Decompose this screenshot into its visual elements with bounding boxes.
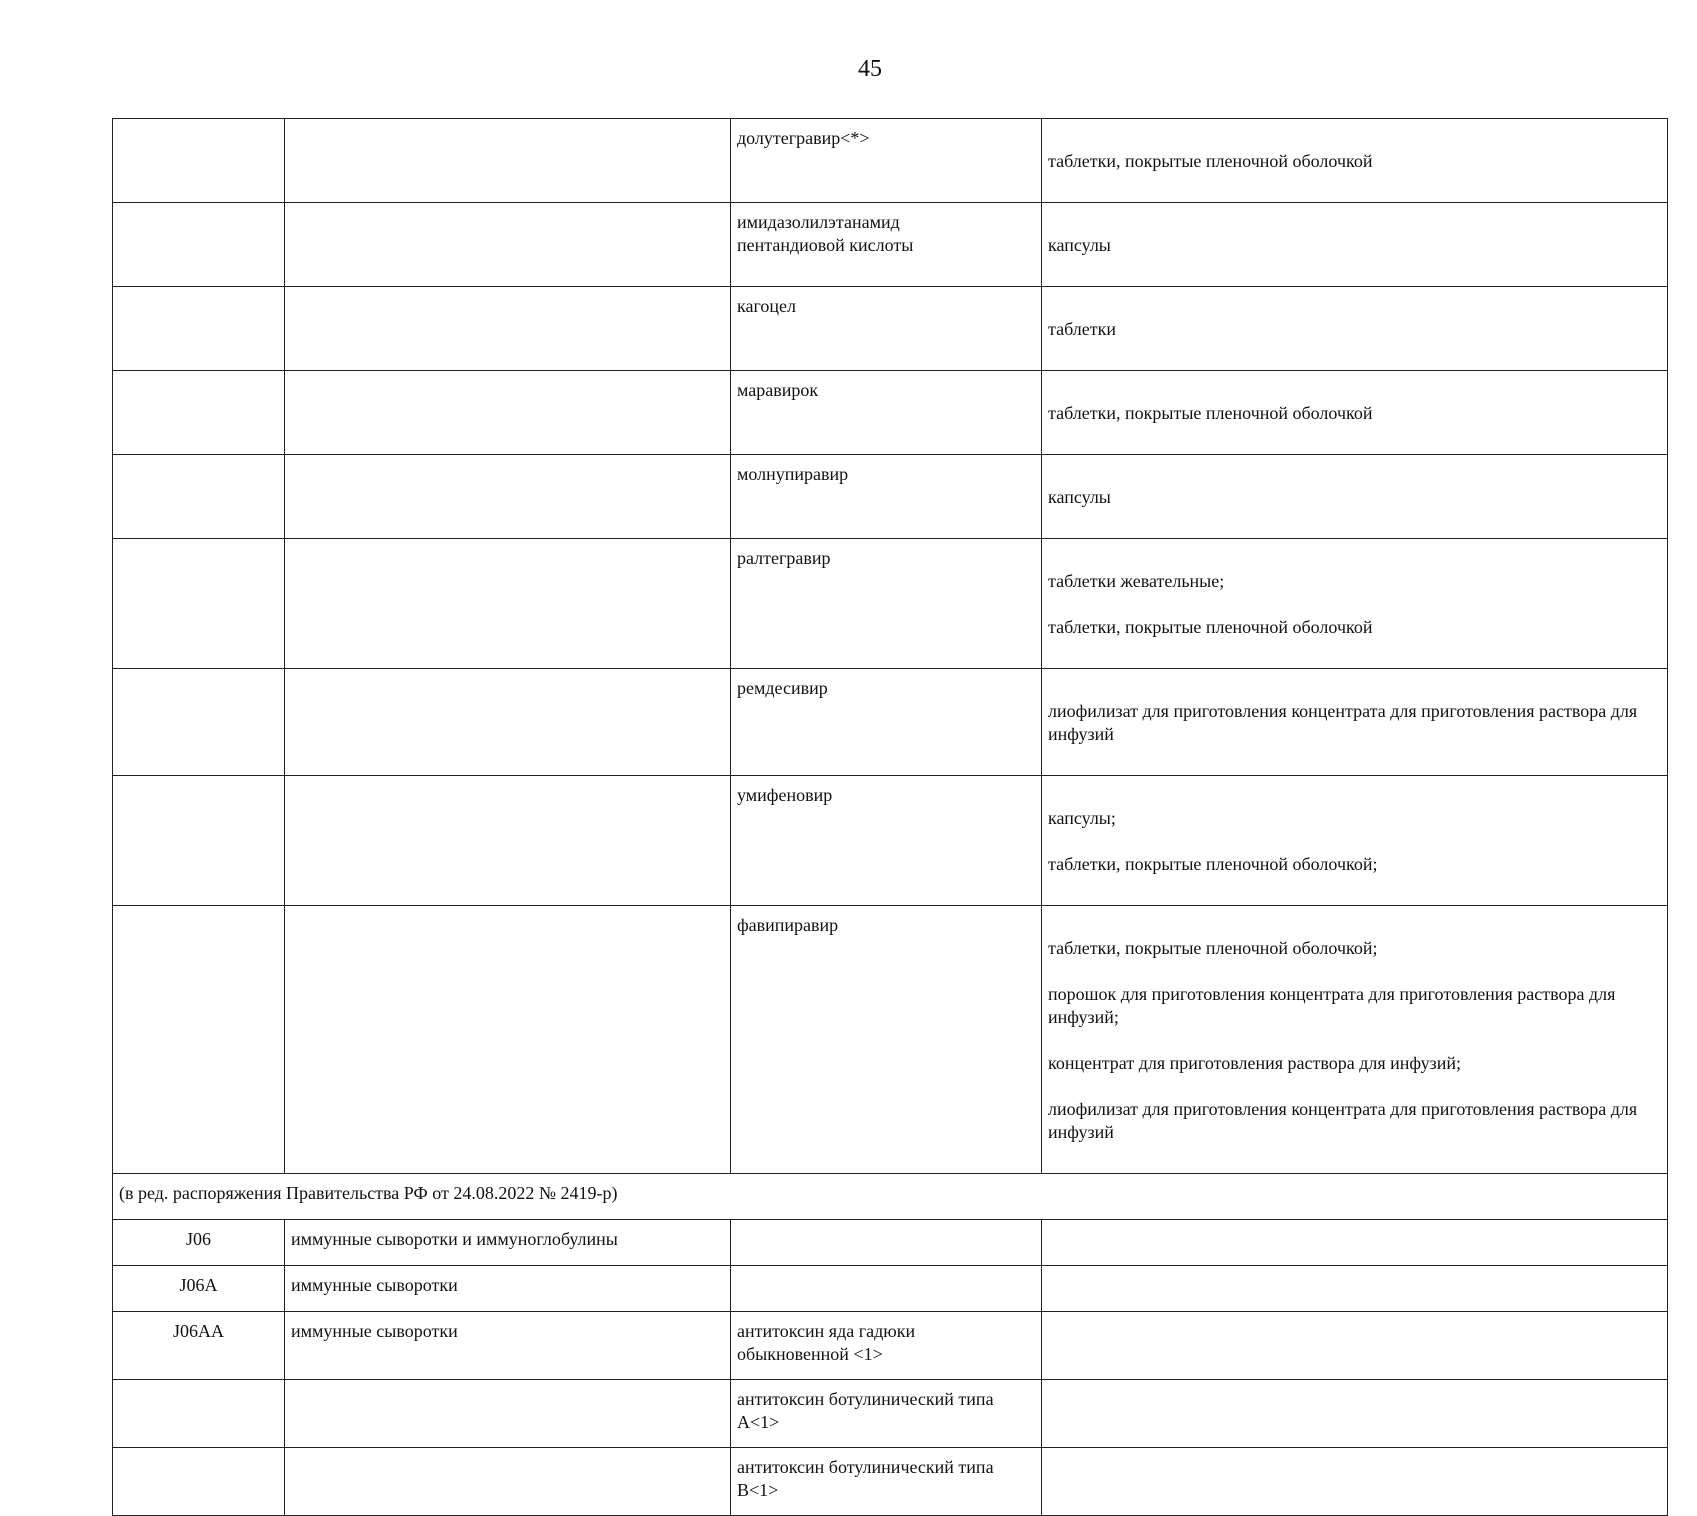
atc-code-cell	[113, 1380, 285, 1448]
group-cell	[285, 539, 731, 669]
drug-name-cell: маравирок	[731, 371, 1042, 455]
dosage-form: таблетки, покрытые пленочной оболочкой	[1048, 617, 1373, 637]
atc-code-cell	[113, 119, 285, 203]
dosage-forms-cell	[1042, 1220, 1668, 1266]
dosage-forms-cell	[1042, 539, 1668, 669]
atc-code-cell	[113, 776, 285, 906]
group-cell	[285, 906, 731, 1174]
group-cell: иммунные сыворотки и иммуноглобулины	[285, 1220, 731, 1266]
dosage-form: таблетки	[1048, 319, 1117, 339]
dosage-forms-cell	[1042, 1380, 1668, 1448]
table-row	[113, 1448, 1668, 1516]
table-row	[113, 1220, 1668, 1266]
table-row	[113, 1380, 1668, 1448]
table-row	[113, 1266, 1668, 1312]
page-number: 45	[858, 56, 882, 82]
group-cell	[285, 776, 731, 906]
dosage-form: лиофилизат для приготовления концентрата для приготовления раствора для инфузий	[1048, 701, 1638, 744]
group-cell	[285, 371, 731, 455]
drug-table	[112, 118, 1668, 1516]
dosage-forms-cell	[1042, 287, 1668, 371]
drug-name-cell: кагоцел	[731, 287, 1042, 371]
edit-note: (в ред. распоряжения Правительства РФ от 24.08.2022 № 2419-р)	[113, 1174, 1668, 1220]
dosage-forms-cell	[1042, 119, 1668, 203]
atc-code-cell	[113, 203, 285, 287]
drug-name-cell: молнупиравир	[731, 455, 1042, 539]
atc-code-cell	[113, 1448, 285, 1516]
drug-name-cell: долутегравир<*>	[731, 119, 1042, 203]
atc-code-cell	[113, 371, 285, 455]
drug-name-cell: ремдесивир	[731, 669, 1042, 776]
table-row	[113, 1312, 1668, 1380]
dosage-form: таблетки жевательные;	[1048, 571, 1225, 591]
group-cell	[285, 1448, 731, 1516]
dosage-forms-cell	[1042, 455, 1668, 539]
drug-name-cell: антитоксин ботулинический типа A<1>	[731, 1380, 1042, 1448]
table-row	[113, 371, 1668, 455]
dosage-form: таблетки, покрытые пленочной оболочкой	[1048, 151, 1373, 171]
drug-name-cell: имидазолилэтанамид пентандиовой кислоты	[731, 203, 1042, 287]
group-cell	[285, 203, 731, 287]
dosage-form: таблетки, покрытые пленочной оболочкой;	[1048, 854, 1378, 874]
dosage-forms-cell	[1042, 1448, 1668, 1516]
drug-name-cell	[731, 1266, 1042, 1312]
table-row	[113, 906, 1668, 1174]
drug-name-cell: ралтегравир	[731, 539, 1042, 669]
table-row	[113, 203, 1668, 287]
atc-code-cell	[113, 455, 285, 539]
dosage-forms-cell	[1042, 203, 1668, 287]
group-cell: иммунные сыворотки	[285, 1312, 731, 1380]
atc-code-cell	[113, 669, 285, 776]
dosage-forms-cell	[1042, 1266, 1668, 1312]
drug-name-cell: антитоксин яда гадюки обыкновенной <1>	[731, 1312, 1042, 1380]
atc-code-cell	[113, 539, 285, 669]
dosage-form: лиофилизат для приготовления концентрата для приготовления раствора для инфузий	[1048, 1099, 1638, 1142]
dosage-form: концентрат для приготовления раствора для инфузий;	[1048, 1053, 1461, 1073]
group-cell	[285, 455, 731, 539]
edit-note-row	[113, 1174, 1668, 1220]
atc-code-cell: J06A	[113, 1266, 285, 1312]
atc-code-cell: J06AA	[113, 1312, 285, 1380]
table-row	[113, 539, 1668, 669]
group-cell	[285, 1380, 731, 1448]
dosage-form: таблетки, покрытые пленочной оболочкой	[1048, 403, 1373, 423]
dosage-form: капсулы;	[1048, 808, 1116, 828]
dosage-forms-cell	[1042, 1312, 1668, 1380]
table-row	[113, 455, 1668, 539]
drug-name-cell: умифеновир	[731, 776, 1042, 906]
atc-code-cell	[113, 906, 285, 1174]
drug-name-cell: фавипиравир	[731, 906, 1042, 1174]
dosage-form: таблетки, покрытые пленочной оболочкой;	[1048, 938, 1378, 958]
table-row	[113, 669, 1668, 776]
drug-name-cell: антитоксин ботулинический типа B<1>	[731, 1448, 1042, 1516]
group-cell: иммунные сыворотки	[285, 1266, 731, 1312]
atc-code-cell: J06	[113, 1220, 285, 1266]
group-cell	[285, 287, 731, 371]
table-row	[113, 287, 1668, 371]
dosage-forms-cell	[1042, 776, 1668, 906]
table-row	[113, 119, 1668, 203]
dosage-form: капсулы	[1048, 487, 1111, 507]
dosage-form: капсулы	[1048, 235, 1111, 255]
atc-code-cell	[113, 287, 285, 371]
drug-name-cell	[731, 1220, 1042, 1266]
dosage-forms-cell	[1042, 371, 1668, 455]
dosage-forms-cell	[1042, 906, 1668, 1174]
table-row	[113, 776, 1668, 906]
group-cell	[285, 669, 731, 776]
dosage-forms-cell	[1042, 669, 1668, 776]
dosage-form: порошок для приготовления концентрата для приготовления раствора для инфузий;	[1048, 984, 1616, 1027]
group-cell	[285, 119, 731, 203]
